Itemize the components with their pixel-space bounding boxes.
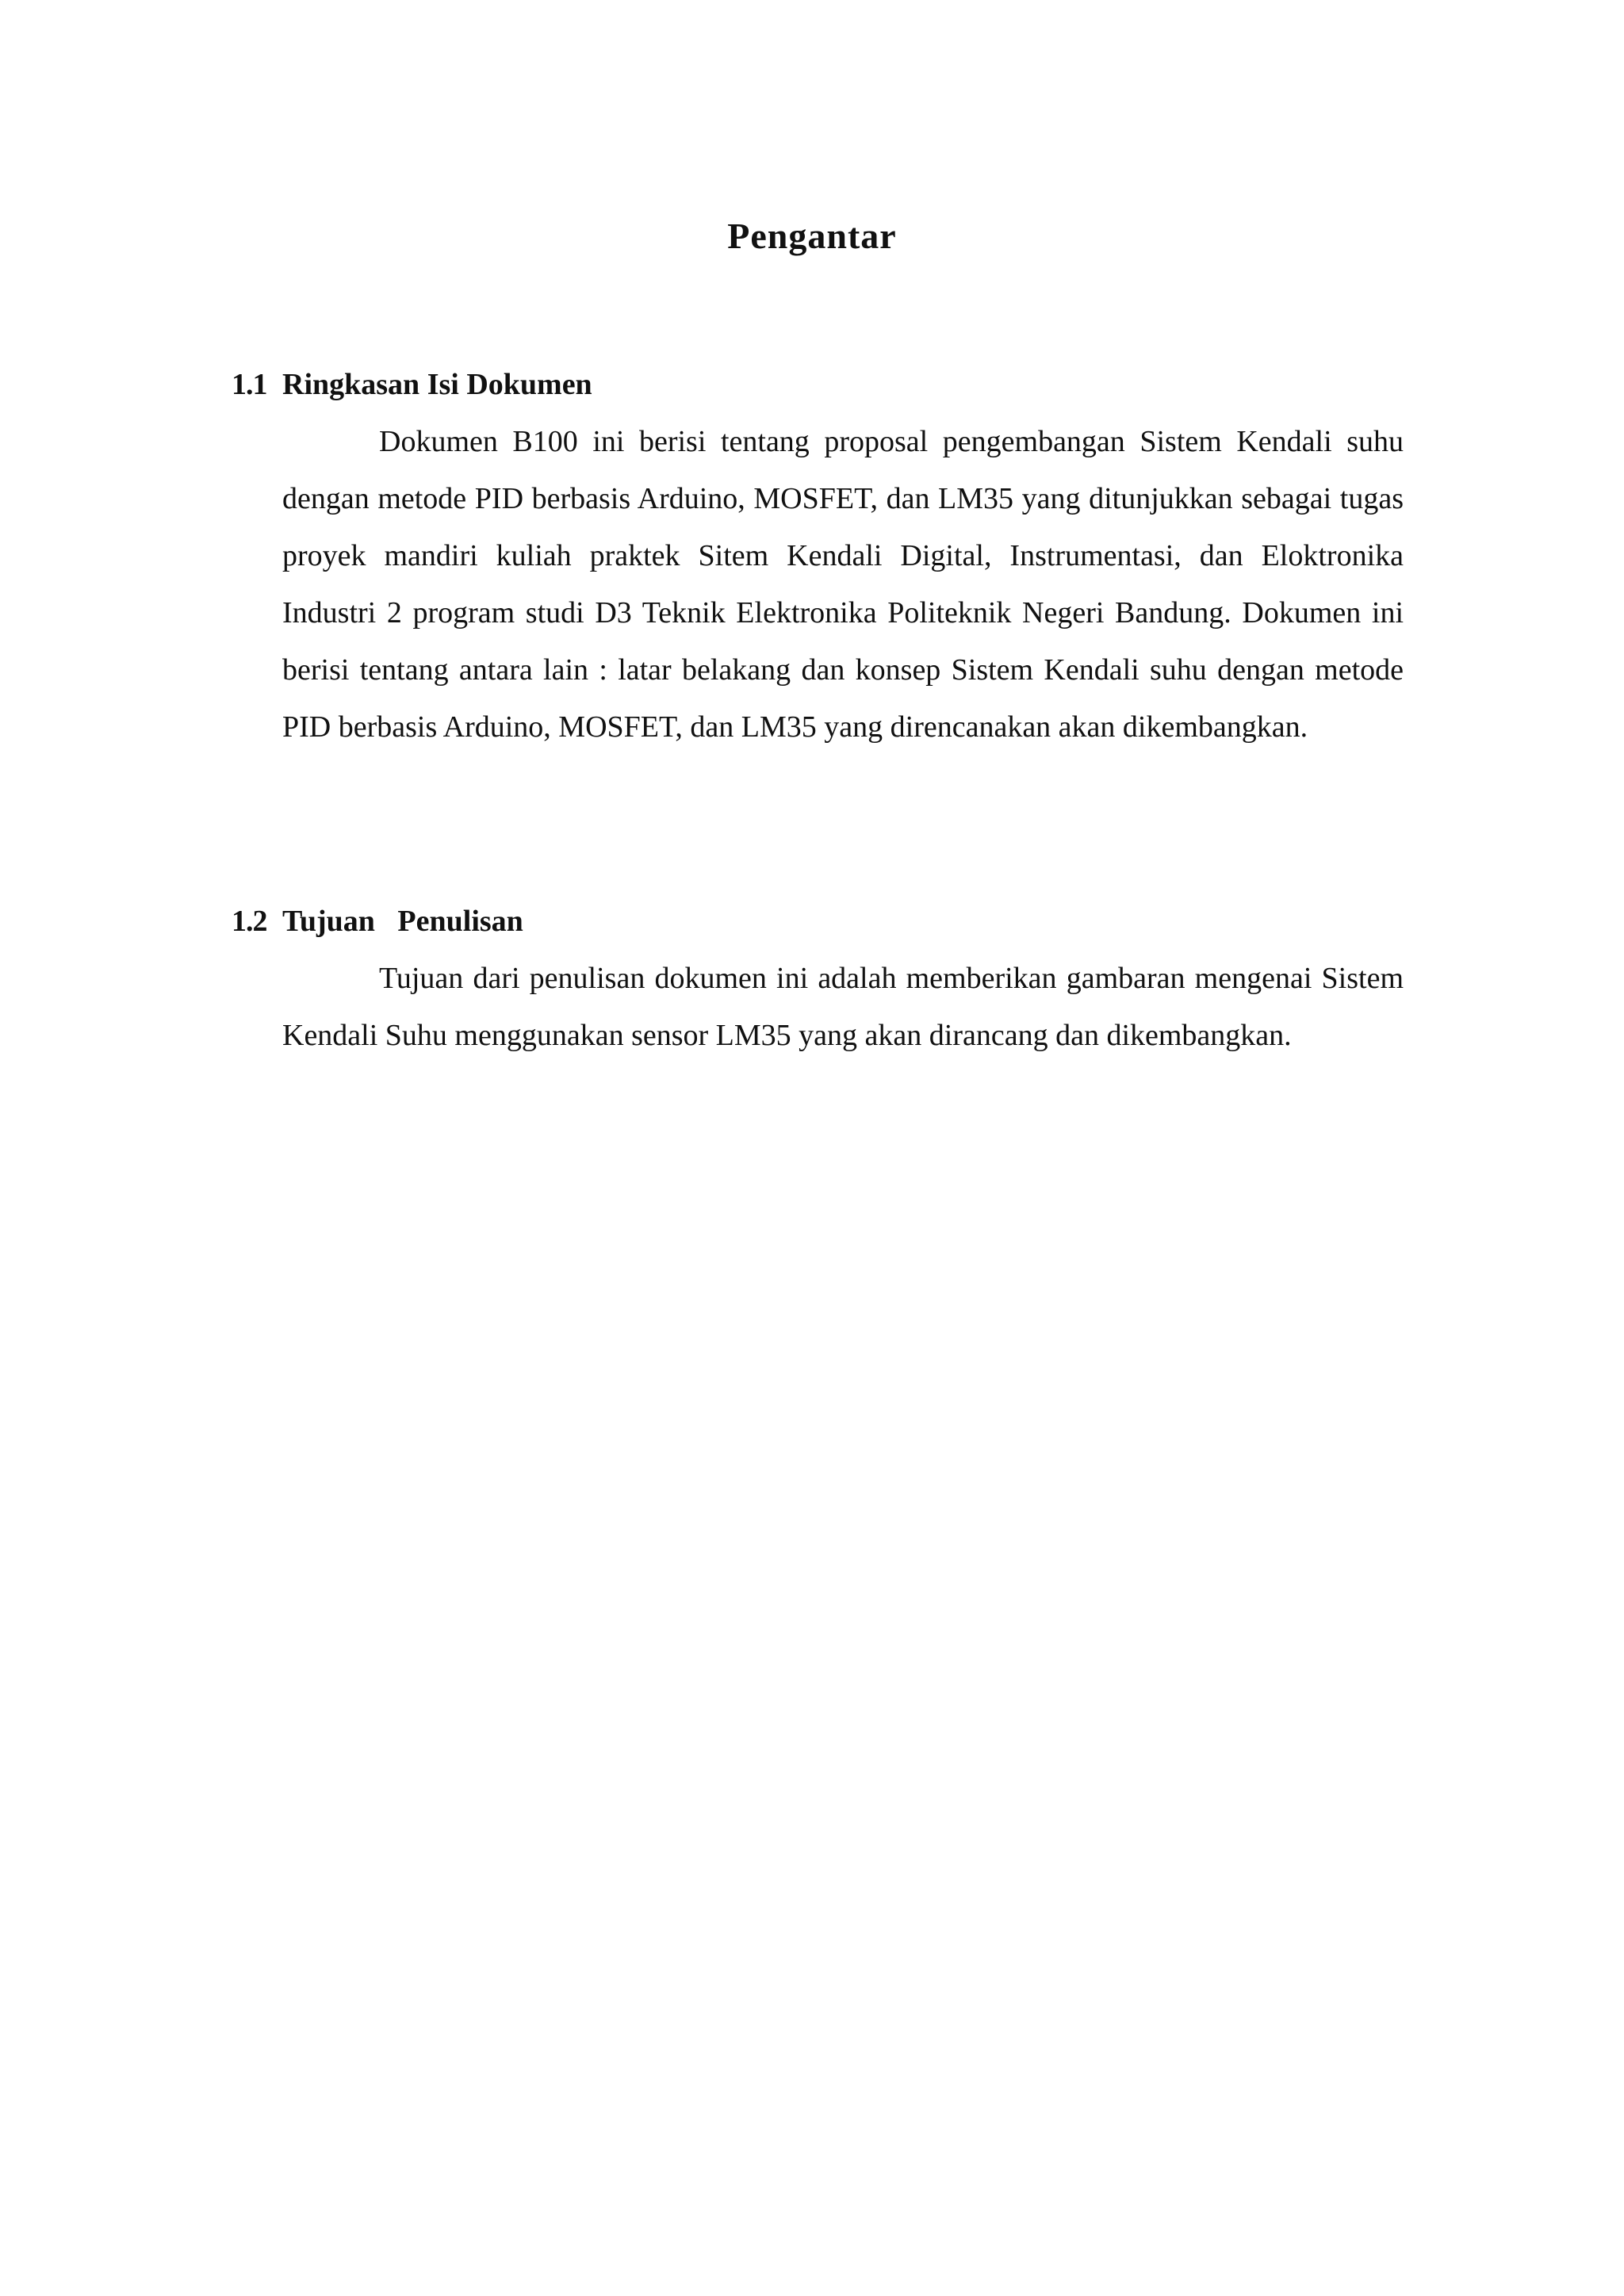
section-title: Tujuan Penulisan: [282, 905, 523, 938]
section-number: 1.2: [232, 905, 267, 938]
section-heading: [232, 897, 1404, 945]
section-ringkasan: [232, 361, 1404, 786]
page-title: Pengantar: [727, 216, 897, 256]
section-number: 1.1: [232, 368, 267, 401]
section-heading: [232, 361, 1404, 408]
section-title: Ringkasan Isi Dokumen: [282, 368, 592, 401]
section-paragraph: Dokumen B100 ini berisi tentang proposal pengembangan Sistem Kendali suhu dengan metode PID berbasis Arduino, MOSFET, dan LM35 yang ditunjukkan sebagai tugas proyek mandiri kuliah praktek Sitem Kendali Digital, Instrumentasi, dan Eloktronika Industri 2 program studi D3 Teknik Elektronika Politeknik Negeri Bandung. Dokumen ini berisi tentang antara lain : latar belakang dan konsep Sistem Kendali suhu dengan metode PID berbasis Arduino, MOSFET, dan LM35 yang direncanakan akan dikembangkan.: [282, 425, 1404, 744]
section-paragraph: Tujuan dari penulisan dokumen ini adalah memberikan gambaran mengenai Sistem Kendali Suhu menggunakan sensor LM35 yang akan dirancang dan dikembangkan.: [282, 962, 1404, 1052]
section-tujuan: [232, 897, 1404, 1094]
